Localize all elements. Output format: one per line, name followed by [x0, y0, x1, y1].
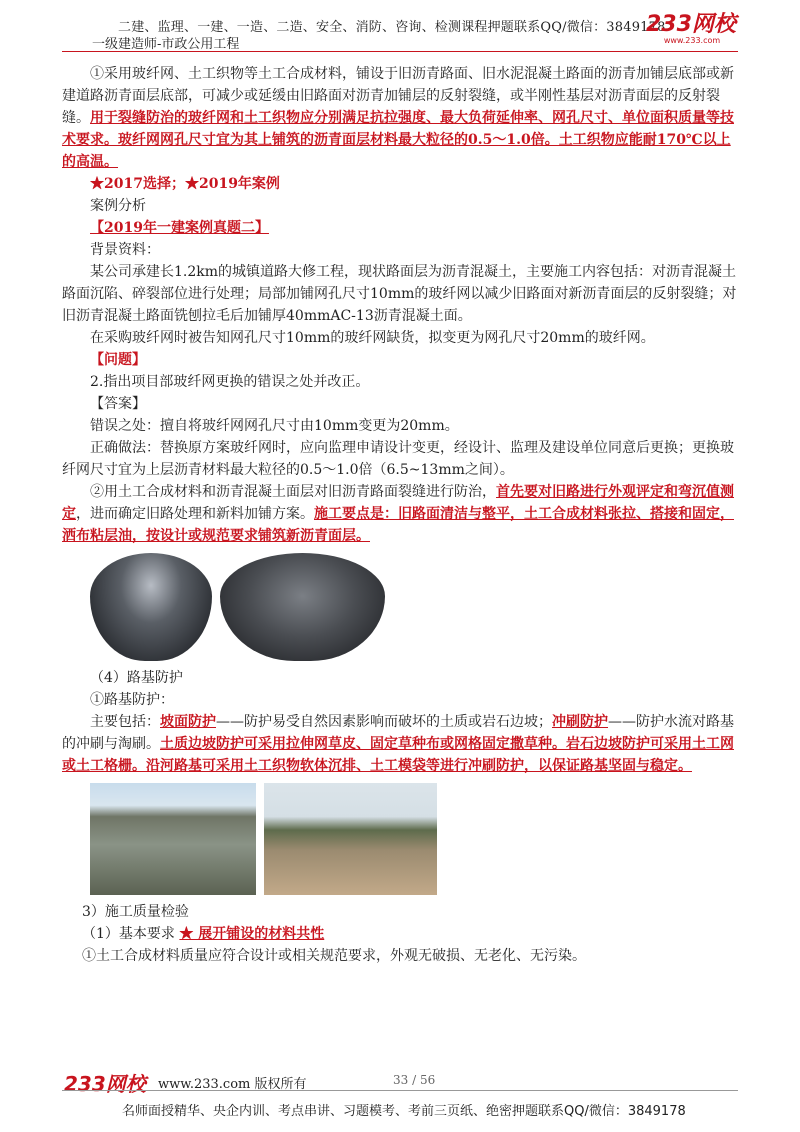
footer-divider [62, 1090, 738, 1091]
brand-logo [646, 14, 738, 48]
answer-error: 错误之处：擅自将玻纤网网孔尺寸由10mm变更为20mm。 [90, 418, 459, 434]
exam-tag: ★2017选择；★2019年案例 [90, 176, 280, 192]
page-content [62, 63, 742, 967]
paragraph-text: ②用土工合成材料和沥青混凝土面层对旧沥青路面裂缝进行防治， [90, 484, 496, 500]
question-text: 2.指出项目部玻纤网更换的错误之处并改正。 [90, 374, 370, 390]
photo-row-pavement [90, 553, 742, 661]
question-label: 【问题】 [90, 352, 146, 368]
section-subgrade-sub: ①路基防护： [90, 692, 174, 708]
background-label: 背景资料： [90, 242, 160, 258]
highlight-text: 施工要点是：旧路面清洁与整平，土工合成材料张拉、搭接和固定，洒布粘层油，按设计或规范要求铺筑新沥青面层。 [62, 506, 734, 544]
footer-site: www.233.com 版权所有 [158, 1077, 307, 1092]
header-subtitle: 一级建造师-市政公用工程 [92, 37, 240, 52]
term-slope-protection: 坡面防护 [160, 714, 216, 730]
answer-fix: 正确做法：替换原方案玻纤网时，应向监理申请设计变更，经设计、监理及建设单位同意后更换；更换玻纤网尺寸宜为上层沥青材料最大粒径的0.5～1.0倍（6.5~13mm之间）。 [62, 440, 734, 478]
brand-logo-url: www.233.com [663, 36, 721, 45]
quality-paragraph-1: ①土工合成材料质量应符合设计或相关规范要求，外观无破损、无老化、无污染。 [82, 948, 586, 964]
paragraph-text: ——防护易受自然因素影响而破坏的土质或岩石边坡； [216, 714, 552, 730]
section-quality-sub [62, 923, 742, 945]
background-paragraph-1: 某公司承建长1.2km的城镇道路大修工程，现状路面层为沥青混凝土，主要施工内容包括：对沥青混凝土路面沉陷、碎裂部位进行处理；局部加铺网孔尺寸10mm的玻纤网以减少旧路面对新沥青面层的反射裂缝；对旧沥青混凝土路面铣刨拉毛后加铺厚40mmAC-13沥青混凝土面。 [62, 264, 737, 324]
brand-logo-text: 233网校 [646, 12, 736, 37]
footer-logo: 233网校 [64, 1072, 146, 1096]
section-quality-title: 3）施工质量检验 [82, 904, 189, 920]
pavement-photo [90, 553, 212, 661]
highlight-text: 用于裂缝防治的玻纤网和土工织物应分别满足抗拉强度、最大负荷延伸率、网孔尺寸、单位面积质量等技术要求。玻纤网网孔尺寸宜为其上铺筑的沥青面层材料最大粒径的0.5～1.0倍。土工织物应能耐170℃以上的高温。 [62, 110, 734, 170]
road-construction-photo [264, 783, 437, 895]
term-scour-protection: 冲刷防护 [552, 714, 608, 730]
case-title: 案例分析 [90, 198, 146, 214]
highlight-text: 首先要对旧路进行外观评定和弯沉值测定 [62, 484, 734, 522]
paragraph-subgrade-protection [62, 711, 742, 777]
section-subgrade-title: （4）路基防护 [90, 670, 183, 686]
footer-contact-line: 名师面授精华、央企内训、考点串讲、习题模考、考前三页纸、绝密押题联系QQ/微信：3849178 [122, 1104, 686, 1119]
photo-row-slope [90, 783, 742, 895]
paragraph-asphalt-crack [62, 481, 742, 547]
highlight-text: 土质边坡防护可采用拉伸网草皮、固定草种布或网格固定撒草种。岩石边坡防护可采用土工网或土工格栅。沿河路基可采用土工织物软体沉排、土工模袋等进行冲刷防护，以保证路基坚固与稳定。 [62, 736, 734, 774]
paragraph-crack-prevention [62, 63, 742, 173]
header-contact-line: 二建、监理、一建、一造、二造、安全、消防、咨询、检测课程押题联系QQ/微信：3849178 [118, 20, 666, 35]
answer-label: 【答案】 [90, 396, 146, 412]
paragraph-text: ——防护水流对路基的冲刷与淘刷。 [62, 714, 734, 752]
background-paragraph-2: 在采购玻纤网时被告知网孔尺寸10mm的玻纤网缺货，拟变更为网孔尺寸20mm的玻纤网。 [90, 330, 655, 346]
paragraph-text: ，进而确定旧路处理和新料加铺方案。 [76, 506, 314, 522]
highlight-text: ★ 展开铺设的材料共性 [179, 926, 325, 942]
case-name: 【2019年一建案例真题二】 [90, 220, 269, 236]
paragraph-text: （1）基本要求 [82, 926, 175, 942]
paragraph-text: ①采用玻纤网、土工织物等土工合成材料，铺设于旧沥青路面、旧水泥混凝土路面的沥青加铺层底部或新建道路沥青面层底部，可减少或延缓由旧路面对沥青加铺层的反射裂缝，或半刚性基层对沥青面层的反射裂缝。 [62, 66, 734, 126]
header-divider [62, 51, 738, 52]
page-number: 33 / 56 [393, 1073, 436, 1087]
slope-protection-photo [90, 783, 256, 895]
pavement-photo [220, 553, 385, 661]
paragraph-text: 主要包括： [90, 714, 160, 730]
